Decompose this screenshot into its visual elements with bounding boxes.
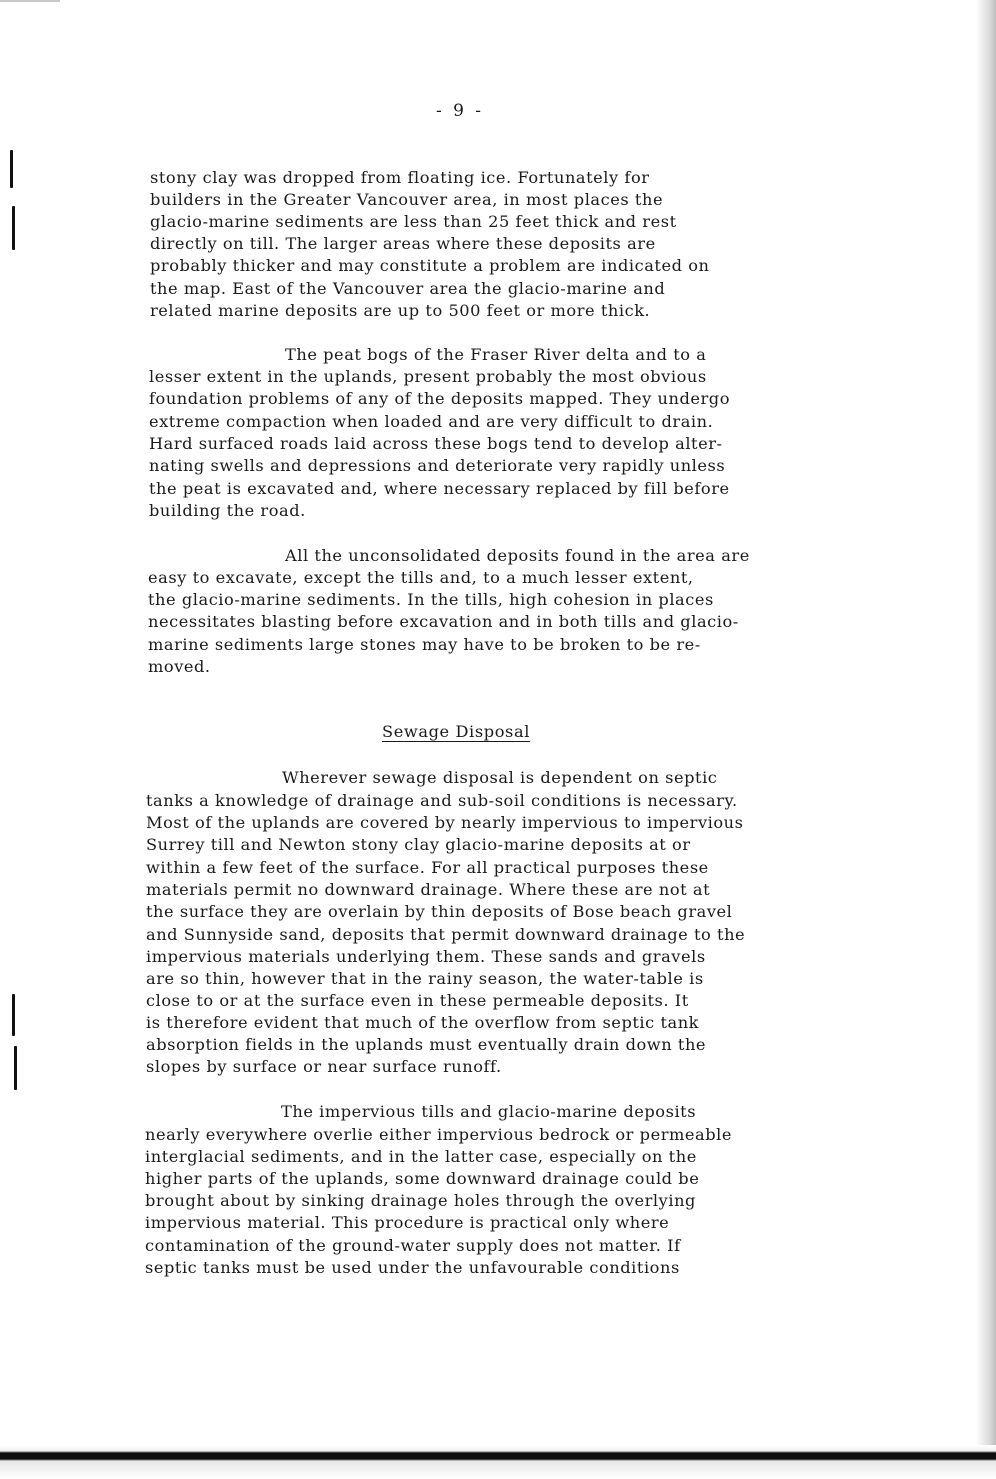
- margin-change-bar: [14, 1046, 17, 1090]
- text-line: necessitates blasting before excavation and in both tills and glacio-: [148, 612, 739, 631]
- text-line: is therefore evident that much of the overflow from septic tank: [146, 1013, 700, 1032]
- scan-bottom-edge: [0, 1445, 996, 1479]
- text-line: Surrey till and Newton stony clay glacio-marine deposits at or: [146, 835, 691, 854]
- text-line: easy to excavate, except the tills and, to a much lesser extent,: [148, 568, 694, 587]
- text-line: stony clay was dropped from floating ice. Fortunately for: [150, 168, 650, 187]
- text-line: within a few feet of the surface. For all practical purposes these: [146, 858, 709, 877]
- margin-change-bar: [12, 206, 15, 250]
- text-line: directly on till. The larger areas where these deposits are: [150, 234, 656, 253]
- text-line: nating swells and depressions and deteriorate very rapidly unless: [149, 456, 726, 475]
- text-line: absorption fields in the uplands must eventually drain down the: [146, 1035, 707, 1054]
- text-line: marine sediments large stones may have to be broken to be re-: [148, 635, 701, 654]
- text-line: tanks a knowledge of drainage and sub-soil conditions is necessary.: [146, 791, 738, 810]
- margin-change-bar: [12, 994, 15, 1036]
- text-line: moved.: [148, 657, 211, 676]
- text-line: the glacio-marine sediments. In the tills, high cohesion in places: [148, 590, 714, 609]
- text-line: lesser extent in the uplands, present probably the most obvious: [149, 367, 707, 386]
- text-line: higher parts of the uplands, some downward drainage could be: [145, 1169, 700, 1188]
- text-line: Wherever sewage disposal is dependent on septic: [282, 768, 718, 787]
- text-line: slopes by surface or near surface runoff.: [146, 1057, 502, 1076]
- text-line: building the road.: [149, 501, 306, 520]
- text-line: glacio-marine sediments are less than 25 feet thick and rest: [150, 212, 677, 231]
- text-line: impervious material. This procedure is practical only where: [145, 1213, 670, 1232]
- text-line: All the unconsolidated deposits found in the area are: [285, 546, 750, 565]
- text-line: and Sunnyside sand, deposits that permit downward drainage to the: [146, 925, 746, 944]
- page-number: - 9 -: [435, 101, 485, 121]
- text-line: The peat bogs of the Fraser River delta and to a: [285, 345, 707, 364]
- text-line: Most of the uplands are covered by nearly impervious to impervious: [146, 813, 744, 832]
- text-line: the map. East of the Vancouver area the glacio-marine and: [150, 279, 666, 298]
- text-line: probably thicker and may constitute a problem are indicated on: [150, 256, 710, 275]
- text-line: foundation problems of any of the deposits mapped. They undergo: [149, 389, 730, 408]
- text-line: Hard surfaced roads laid across these bogs tend to develop alter-: [149, 434, 723, 453]
- text-line: the surface they are overlain by thin deposits of Bose beach gravel: [146, 902, 733, 921]
- text-line: contamination of the ground-water supply does not matter. If: [145, 1236, 681, 1255]
- scan-top-edge: [0, 0, 60, 2]
- text-line: extreme compaction when loaded and are very difficult to drain.: [149, 412, 714, 431]
- section-heading: Sewage Disposal: [382, 722, 530, 741]
- scan-right-shadow: [976, 0, 996, 1479]
- text-line: close to or at the surface even in these permeable deposits. It: [146, 991, 689, 1010]
- text-line: the peat is excavated and, where necessary replaced by fill before: [149, 479, 730, 498]
- margin-change-bar: [10, 150, 13, 188]
- text-line: nearly everywhere overlie either impervious bedrock or permeable: [145, 1125, 732, 1144]
- text-line: related marine deposits are up to 500 feet or more thick.: [150, 301, 651, 320]
- text-line: builders in the Greater Vancouver area, in most places the: [150, 190, 664, 209]
- text-line: brought about by sinking drainage holes through the overlying: [145, 1191, 696, 1210]
- text-line: septic tanks must be used under the unfavourable conditions: [145, 1258, 680, 1277]
- text-line: interglacial sediments, and in the latter case, especially on the: [145, 1147, 697, 1166]
- text-line: materials permit no downward drainage. Where these are not at: [146, 880, 711, 899]
- text-line: impervious materials underlying them. These sands and gravels: [146, 947, 706, 966]
- text-line: are so thin, however that in the rainy season, the water-table is: [146, 969, 704, 988]
- text-line: The impervious tills and glacio-marine deposits: [281, 1102, 697, 1121]
